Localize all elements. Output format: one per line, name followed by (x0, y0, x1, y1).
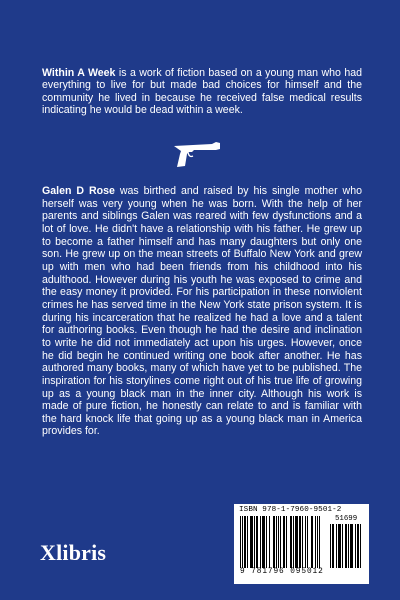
book-title: Within A Week (42, 67, 116, 79)
isbn-label: ISBN 978-1-7960-9501-2 (239, 506, 342, 514)
ean-barcode-bars (240, 516, 322, 568)
publisher-logo: Xlibris (40, 540, 107, 565)
author-name: Galen D Rose (42, 185, 115, 197)
author-biography (42, 185, 362, 438)
book-description-text: is a work of fiction based on a young man who had everything to live for but made bad choices for himself and the community he lived in because he received false medical results indicating he would be dead within a week. (42, 67, 363, 117)
author-biography-text: was birthed and raised by his single mother who herself was very young when he was born. With the help of her parents and siblings Galen was reared with few dysfunctions and a lot of love. He didn't have a relationship with his father. He grew up to become a father himself and has many daughters but only one son. He grew up on the mean streets of Buffalo New York and grew up with men who had been friends from his childhood into his adulthood. However during his youth he was exposed to crime and the easy money it provided. For his participation in these nonviolent crimes he has served time in the New York state prison system. It is during his incarceration that he realized he had a love and a talent for authoring books. Even though he had the desire and inclination to write he did not immediately act upon his urges. However, once he did begin he continued writing one book after another. He has authored many books, many of which have yet to be published. The inspiration for his storylines come right out of his true life of growing up as a young black man in the inner city. Although his work is made of pure fiction, he honestly can relate to and is familiar with the hard knock life that going up as a young black man in America provides for. (42, 185, 362, 438)
price-addon-number: 51699 (335, 515, 358, 523)
ean-digits: 9 781796 095012 (240, 568, 324, 576)
barcode (234, 504, 369, 584)
addon-barcode-bars (330, 524, 364, 568)
book-description (42, 67, 362, 117)
pistol-icon (172, 140, 222, 168)
